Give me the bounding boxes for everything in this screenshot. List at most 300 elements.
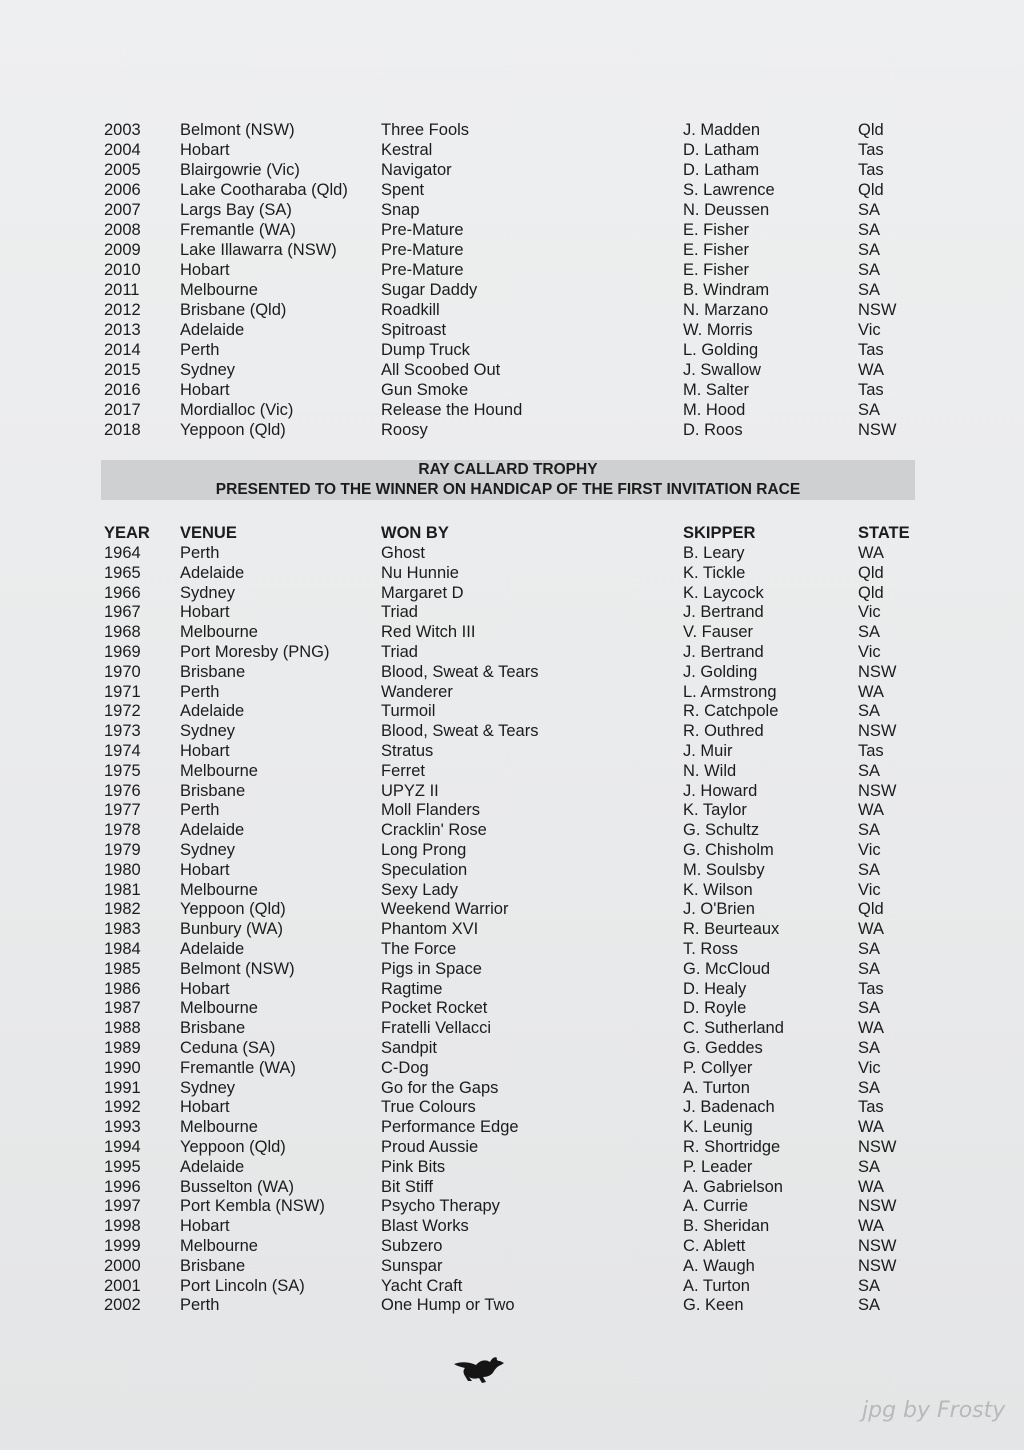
- cell-state: SA: [858, 999, 881, 1018]
- cell-year: 2011: [104, 281, 140, 299]
- cell-venue: Adelaide: [180, 702, 245, 721]
- cell-venue: Bunbury (WA): [180, 920, 283, 939]
- cell-year: 2016: [104, 381, 141, 399]
- cell-won-by: Kestral: [381, 141, 433, 159]
- cell-skipper: T. Ross: [683, 940, 739, 958]
- cell-year: 1983: [104, 920, 141, 939]
- cell-won-by: Fratelli Vellacci: [381, 1019, 492, 1038]
- cell-venue: Port Lincoln (SA): [180, 1276, 305, 1295]
- cell-venue: Belmont (NSW): [180, 121, 295, 139]
- trophy-winner-row: [0, 1097, 1024, 1117]
- trophy-winner-row: [0, 563, 1024, 583]
- cell-year: 2005: [104, 161, 141, 179]
- cell-year: 1964: [104, 544, 141, 562]
- previous-winner-row: [0, 340, 1024, 360]
- cell-state: Vic: [858, 603, 881, 622]
- cell-state: SA: [858, 940, 881, 958]
- cell-skipper: R. Shortridge: [683, 1138, 781, 1156]
- cell-won-by: One Hump or Two: [381, 1296, 515, 1315]
- cell-venue: Port Kembla (NSW): [180, 1197, 325, 1216]
- cell-state: Tas: [858, 141, 884, 159]
- cell-year: 1996: [104, 1177, 141, 1196]
- cell-skipper: J. O'Brien: [683, 900, 755, 919]
- cell-venue: Hobart: [180, 261, 230, 279]
- cell-skipper: J. Badenach: [683, 1098, 775, 1117]
- cell-year: 2014: [104, 341, 141, 359]
- cell-venue: Adelaide: [180, 563, 245, 582]
- cell-won-by: Sunspar: [381, 1256, 443, 1275]
- cell-year: 2003: [104, 121, 141, 139]
- trophy-winner-row: [0, 602, 1024, 622]
- previous-winner-row: [0, 260, 1024, 280]
- cell-year: 1977: [104, 801, 141, 820]
- cell-venue: Melbourne: [180, 623, 258, 642]
- cell-skipper: N. Marzano: [683, 301, 769, 319]
- cell-venue: Fremantle (WA): [180, 1058, 296, 1077]
- cell-won-by: Pink Bits: [381, 1157, 446, 1176]
- cell-state: Vic: [858, 643, 881, 661]
- cell-state: NSW: [858, 662, 897, 681]
- trophy-winner-row: [0, 1137, 1024, 1157]
- cell-state: WA: [858, 1177, 884, 1196]
- cell-year: 1981: [104, 880, 141, 899]
- trophy-subtitle: PRESENTED TO THE WINNER ON HANDICAP OF THE FIRST INVITATION RACE: [215, 481, 801, 498]
- cell-year: 1995: [104, 1157, 141, 1176]
- cell-venue: Blairgowrie (Vic): [180, 161, 300, 179]
- cell-skipper: J. Swallow: [683, 361, 761, 379]
- cell-year: 1975: [104, 761, 141, 780]
- cell-won-by: Spent: [381, 181, 425, 199]
- cell-venue: Adelaide: [180, 940, 245, 958]
- trophy-winner-row: [0, 1256, 1024, 1276]
- cell-won-by: Triad: [381, 603, 418, 622]
- cell-state: WA: [858, 1118, 884, 1137]
- cell-won-by: Sugar Daddy: [381, 281, 478, 299]
- cell-venue: Hobart: [180, 979, 230, 998]
- cell-skipper: B. Sheridan: [683, 1217, 770, 1236]
- cell-year: 1999: [104, 1237, 141, 1255]
- cell-year: 1988: [104, 1019, 141, 1038]
- cell-won-by: Wanderer: [381, 682, 453, 701]
- cell-skipper: D. Roos: [683, 421, 743, 439]
- trophy-banner: [101, 460, 915, 500]
- cell-skipper: J. Bertrand: [683, 603, 764, 622]
- header-venue: VENUE: [180, 524, 237, 542]
- cell-year: 1992: [104, 1098, 141, 1117]
- cell-year: 2000: [104, 1256, 141, 1275]
- cell-won-by: Pre-Mature: [381, 241, 464, 259]
- cell-won-by: Ferret: [381, 761, 426, 780]
- cell-state: SA: [858, 702, 881, 721]
- trophy-winner-row: [0, 939, 1024, 959]
- cell-skipper: A. Currie: [683, 1197, 749, 1216]
- cell-won-by: Sexy Lady: [381, 880, 459, 899]
- cell-state: Tas: [858, 742, 884, 760]
- cell-state: Qld: [858, 181, 884, 199]
- cell-skipper: R. Catchpole: [683, 702, 779, 721]
- cell-skipper: G. Schultz: [683, 821, 760, 840]
- cell-year: 2007: [104, 201, 141, 219]
- trophy-winner-row: [0, 662, 1024, 682]
- cell-won-by: Pre-Mature: [381, 221, 464, 239]
- cell-venue: Adelaide: [180, 321, 245, 339]
- cell-state: WA: [858, 682, 884, 701]
- cell-venue: Yeppoon (Qld): [180, 1138, 286, 1156]
- cell-skipper: N. Wild: [683, 761, 737, 780]
- cell-year: 2009: [104, 241, 141, 259]
- cell-state: Tas: [858, 341, 884, 359]
- cell-state: NSW: [858, 781, 897, 800]
- cell-year: 1987: [104, 999, 141, 1018]
- cell-state: Vic: [858, 1058, 881, 1077]
- cell-skipper: P. Collyer: [683, 1058, 753, 1077]
- trophy-winner-row: [0, 1157, 1024, 1177]
- cell-year: 1993: [104, 1118, 141, 1137]
- cell-venue: Sydney: [180, 722, 236, 741]
- cell-year: 1998: [104, 1217, 141, 1236]
- cell-year: 1974: [104, 742, 141, 760]
- trophy-winner-row: [0, 1177, 1024, 1197]
- cell-year: 2002: [104, 1296, 141, 1315]
- cell-state: NSW: [858, 722, 897, 741]
- previous-winner-row: [0, 360, 1024, 380]
- cell-venue: Hobart: [180, 381, 230, 399]
- cell-won-by: Blood, Sweat & Tears: [381, 662, 539, 681]
- cell-venue: Hobart: [180, 1217, 230, 1236]
- cell-year: 1973: [104, 722, 141, 741]
- cell-year: 2015: [104, 361, 141, 379]
- cell-won-by: Roadkill: [381, 301, 440, 319]
- table-header-row: [0, 523, 1024, 543]
- previous-winner-row: [0, 180, 1024, 200]
- trophy-winner-row: [0, 1018, 1024, 1038]
- cell-state: NSW: [858, 1197, 897, 1216]
- cell-state: NSW: [858, 421, 897, 439]
- cell-state: Tas: [858, 161, 884, 179]
- cell-skipper: G. McCloud: [683, 959, 771, 978]
- cell-venue: Adelaide: [180, 1157, 245, 1176]
- cell-venue: Melbourne: [180, 1237, 258, 1255]
- trophy-winner-row: [0, 860, 1024, 880]
- cell-state: SA: [858, 221, 881, 239]
- cell-skipper: R. Beurteaux: [683, 920, 780, 939]
- previous-winner-row: [0, 280, 1024, 300]
- cell-venue: Melbourne: [180, 281, 258, 299]
- cell-year: 1969: [104, 643, 141, 661]
- cell-venue: Hobart: [180, 1098, 230, 1117]
- trophy-winner-row: [0, 840, 1024, 860]
- cell-venue: Adelaide: [180, 821, 245, 840]
- cell-state: SA: [858, 761, 881, 780]
- cell-venue: Melbourne: [180, 761, 258, 780]
- cell-skipper: C. Sutherland: [683, 1019, 784, 1038]
- trophy-winner-row: [0, 919, 1024, 939]
- trophy-winner-row: [0, 1078, 1024, 1098]
- cell-year: 2017: [104, 401, 141, 419]
- cell-venue: Perth: [180, 1296, 220, 1315]
- cell-year: 1991: [104, 1078, 141, 1097]
- cell-won-by: Psycho Therapy: [381, 1197, 500, 1216]
- cell-skipper: J. Golding: [683, 662, 758, 681]
- cell-year: 2004: [104, 141, 141, 159]
- cell-venue: Brisbane: [180, 781, 246, 800]
- cell-state: SA: [858, 623, 881, 642]
- cell-state: WA: [858, 801, 884, 820]
- cell-won-by: Moll Flanders: [381, 801, 481, 820]
- cell-venue: Hobart: [180, 742, 230, 760]
- previous-winner-row: [0, 400, 1024, 420]
- cell-venue: Brisbane: [180, 1019, 246, 1038]
- cell-state: SA: [858, 1276, 881, 1295]
- cell-venue: Yeppoon (Qld): [180, 900, 286, 919]
- cell-won-by: Turmoil: [381, 702, 436, 721]
- cell-venue: Lake Illawarra (NSW): [180, 241, 337, 259]
- cell-state: Vic: [858, 321, 881, 339]
- cell-year: 1978: [104, 821, 141, 840]
- cell-skipper: P. Leader: [683, 1157, 753, 1176]
- cell-venue: Ceduna (SA): [180, 1039, 276, 1057]
- cell-venue: Largs Bay (SA): [180, 201, 292, 219]
- previous-winner-row: [0, 420, 1024, 440]
- cell-skipper: E. Fisher: [683, 261, 750, 279]
- cell-won-by: Phantom XVI: [381, 920, 479, 939]
- trophy-winner-row: [0, 543, 1024, 563]
- cell-state: SA: [858, 1039, 881, 1057]
- cell-won-by: Red Witch III: [381, 623, 476, 642]
- cell-venue: Sydney: [180, 841, 236, 859]
- cell-state: SA: [858, 201, 881, 219]
- cell-venue: Brisbane (Qld): [180, 301, 287, 319]
- cell-state: Qld: [858, 583, 884, 602]
- cell-state: Vic: [858, 841, 881, 859]
- cell-skipper: L. Armstrong: [683, 682, 777, 701]
- cell-state: SA: [858, 401, 881, 419]
- cell-state: NSW: [858, 1256, 897, 1275]
- cell-year: 1970: [104, 662, 141, 681]
- cell-skipper: J. Muir: [683, 742, 733, 760]
- cell-skipper: V. Fauser: [683, 623, 754, 642]
- trophy-winner-row: [0, 583, 1024, 603]
- trophy-winner-row: [0, 761, 1024, 781]
- cell-year: 1984: [104, 940, 141, 958]
- trophy-winner-row: [0, 1276, 1024, 1296]
- cell-skipper: B. Leary: [683, 544, 745, 562]
- cell-state: Qld: [858, 563, 884, 582]
- cell-skipper: W. Morris: [683, 321, 753, 339]
- cell-won-by: Yacht Craft: [381, 1276, 463, 1295]
- cell-skipper: C. Ablett: [683, 1237, 746, 1255]
- cell-venue: Perth: [180, 544, 220, 562]
- trophy-winner-row: [0, 701, 1024, 721]
- cell-year: 1971: [104, 682, 141, 701]
- cell-venue: Melbourne: [180, 880, 258, 899]
- trophy-title: RAY CALLARD TROPHY: [418, 461, 598, 478]
- cell-won-by: Blast Works: [381, 1217, 469, 1236]
- cell-year: 1966: [104, 583, 141, 602]
- cell-state: Vic: [858, 880, 881, 899]
- cell-year: 1982: [104, 900, 141, 919]
- cell-won-by: Subzero: [381, 1237, 443, 1255]
- cell-state: SA: [858, 821, 881, 840]
- trophy-winner-row: [0, 959, 1024, 979]
- cell-venue: Perth: [180, 682, 220, 701]
- cell-state: WA: [858, 1217, 884, 1236]
- cell-won-by: Gun Smoke: [381, 381, 469, 399]
- cell-skipper: K. Laycock: [683, 583, 764, 602]
- cell-won-by: Long Prong: [381, 841, 467, 859]
- previous-winner-row: [0, 220, 1024, 240]
- cell-year: 1989: [104, 1039, 141, 1057]
- cell-year: 1990: [104, 1058, 141, 1077]
- trophy-winner-row: [0, 1236, 1024, 1256]
- cell-skipper: E. Fisher: [683, 241, 750, 259]
- cell-state: SA: [858, 261, 881, 279]
- cell-year: 1968: [104, 623, 141, 642]
- cell-won-by: Snap: [381, 201, 420, 219]
- cell-won-by: C-Dog: [381, 1058, 429, 1077]
- cell-skipper: J. Howard: [683, 781, 758, 800]
- trophy-winner-row: [0, 741, 1024, 761]
- previous-winner-row: [0, 120, 1024, 140]
- cell-state: WA: [858, 920, 884, 939]
- cell-skipper: J. Bertrand: [683, 643, 764, 661]
- cell-won-by: Ghost: [381, 544, 426, 562]
- cell-won-by: Go for the Gaps: [381, 1078, 499, 1097]
- cell-skipper: A. Waugh: [683, 1256, 755, 1275]
- cell-state: NSW: [858, 1237, 897, 1255]
- cell-venue: Melbourne: [180, 999, 258, 1018]
- header-year: YEAR: [104, 524, 150, 542]
- header-state: STATE: [858, 524, 910, 542]
- previous-winner-row: [0, 140, 1024, 160]
- cell-state: Tas: [858, 979, 884, 998]
- cell-skipper: G. Geddes: [683, 1039, 763, 1057]
- cell-year: 2010: [104, 261, 141, 279]
- cell-year: 1980: [104, 860, 141, 879]
- cell-venue: Belmont (NSW): [180, 959, 295, 978]
- cell-skipper: D. Healy: [683, 979, 747, 998]
- cell-year: 1976: [104, 781, 141, 800]
- cell-state: Qld: [858, 900, 884, 919]
- cell-skipper: A. Gabrielson: [683, 1177, 783, 1196]
- cell-won-by: Sandpit: [381, 1039, 437, 1057]
- cell-won-by: Stratus: [381, 742, 434, 760]
- cell-skipper: D. Latham: [683, 141, 760, 159]
- cell-skipper: K. Tickle: [683, 563, 746, 582]
- cell-year: 2012: [104, 301, 141, 319]
- trophy-winner-row: [0, 880, 1024, 900]
- cell-venue: Busselton (WA): [180, 1177, 295, 1196]
- cell-year: 1986: [104, 979, 141, 998]
- cell-venue: Perth: [180, 801, 220, 820]
- cell-won-by: All Scoobed Out: [381, 361, 501, 379]
- cell-won-by: Dump Truck: [381, 341, 470, 359]
- cell-skipper: S. Lawrence: [683, 181, 775, 199]
- cell-venue: Yeppoon (Qld): [180, 421, 286, 439]
- cell-venue: Mordialloc (Vic): [180, 401, 294, 419]
- cell-venue: Port Moresby (PNG): [180, 643, 330, 661]
- cell-state: SA: [858, 241, 881, 259]
- cell-state: NSW: [858, 1138, 897, 1156]
- cell-year: 1985: [104, 959, 141, 978]
- cell-year: 1994: [104, 1138, 141, 1156]
- cell-state: SA: [858, 860, 881, 879]
- cell-skipper: M. Hood: [683, 401, 746, 419]
- cell-skipper: R. Outhred: [683, 722, 764, 741]
- cell-won-by: The Force: [381, 940, 457, 958]
- previous-winner-row: [0, 240, 1024, 260]
- trophy-winner-row: [0, 721, 1024, 741]
- cell-skipper: M. Salter: [683, 381, 750, 399]
- cell-venue: Lake Cootharaba (Qld): [180, 181, 348, 199]
- previous-winner-row: [0, 160, 1024, 180]
- trophy-winner-row: [0, 800, 1024, 820]
- cell-venue: Hobart: [180, 603, 230, 622]
- cell-state: SA: [858, 1296, 881, 1315]
- cell-year: 2008: [104, 221, 141, 239]
- cell-skipper: G. Chisholm: [683, 841, 774, 859]
- cell-skipper: A. Turton: [683, 1276, 750, 1295]
- cell-won-by: Performance Edge: [381, 1118, 519, 1137]
- cell-state: SA: [858, 281, 881, 299]
- cell-venue: Sydney: [180, 583, 236, 602]
- cell-state: Tas: [858, 381, 884, 399]
- trophy-winner-row: [0, 781, 1024, 801]
- cell-year: 2013: [104, 321, 141, 339]
- cell-venue: Melbourne: [180, 1118, 258, 1137]
- cell-venue: Sydney: [180, 1078, 236, 1097]
- cell-skipper: K. Wilson: [683, 880, 753, 899]
- cell-won-by: Three Fools: [381, 121, 470, 139]
- trophy-winner-row: [0, 642, 1024, 662]
- cell-year: 2001: [104, 1276, 141, 1295]
- previous-winner-row: [0, 380, 1024, 400]
- trophy-winner-row: [0, 622, 1024, 642]
- cell-venue: Brisbane: [180, 1256, 246, 1275]
- cell-won-by: Nu Hunnie: [381, 563, 459, 582]
- cell-venue: Hobart: [180, 141, 230, 159]
- cell-year: 1965: [104, 563, 141, 582]
- trophy-winner-row: [0, 1295, 1024, 1315]
- cell-won-by: Ragtime: [381, 979, 443, 998]
- cell-skipper: D. Royle: [683, 999, 747, 1018]
- trophy-winner-row: [0, 1038, 1024, 1058]
- cell-skipper: E. Fisher: [683, 221, 750, 239]
- trophy-winner-row: [0, 979, 1024, 999]
- cell-year: 1972: [104, 702, 141, 721]
- trophy-winner-row: [0, 1117, 1024, 1137]
- cell-won-by: Proud Aussie: [381, 1138, 479, 1156]
- cell-skipper: L. Golding: [683, 341, 759, 359]
- cell-skipper: N. Deussen: [683, 201, 770, 219]
- cell-won-by: Blood, Sweat & Tears: [381, 722, 539, 741]
- cell-skipper: K. Taylor: [683, 801, 747, 820]
- trophy-winner-row: [0, 899, 1024, 919]
- cell-won-by: Release the Hound: [381, 401, 523, 419]
- trophy-winner-row: [0, 682, 1024, 702]
- cell-state: WA: [858, 544, 884, 562]
- trophy-winner-row: [0, 1216, 1024, 1236]
- cell-year: 1997: [104, 1197, 141, 1216]
- cell-skipper: K. Leunig: [683, 1118, 753, 1137]
- cell-skipper: D. Latham: [683, 161, 760, 179]
- trophy-winner-row: [0, 998, 1024, 1018]
- trophy-winner-row: [0, 1058, 1024, 1078]
- cell-won-by: Cracklin' Rose: [381, 821, 487, 840]
- cell-won-by: Pre-Mature: [381, 261, 464, 279]
- cell-year: 2006: [104, 181, 141, 199]
- cell-year: 1967: [104, 603, 141, 622]
